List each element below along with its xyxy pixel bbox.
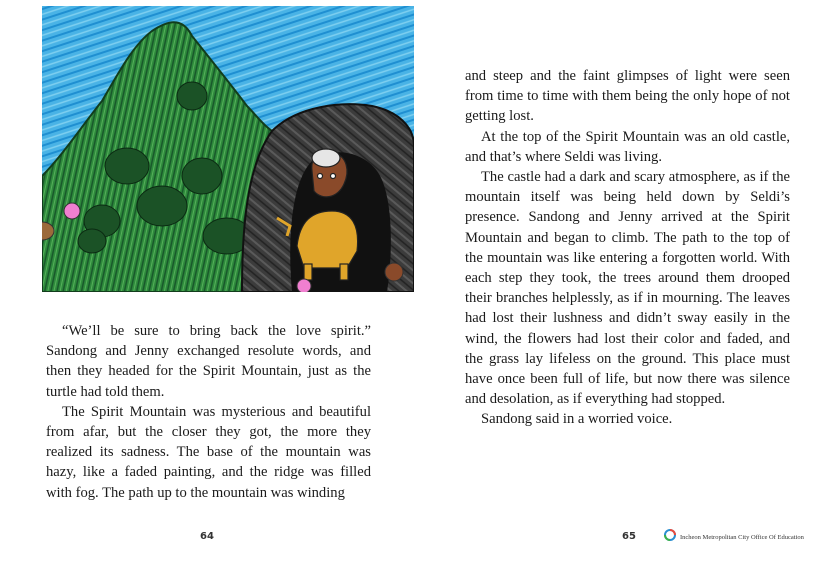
paragraph: Sandong said in a worried voice. (481, 411, 673, 428)
paragraph: and steep and the faint glimpses of light were seen from time to time with them being the only hope of not getting lost. (465, 68, 790, 125)
organization-name: Incheon Metropolitan City Office Of Education (680, 533, 804, 541)
page-number: 64 (200, 531, 214, 542)
left-page-text (46, 321, 371, 503)
paragraph: The castle had a dark and scary atmosphere, as if the mountain itself was being held down by Seldi’s presence. Sandong and Jenny arrived at the Spirit Mountain and began to climb. The path to the top of the mountain was like entering a forgotten world. With each step they took, the trees around them drooped their branches helplessly, as if in mourning. The leaves had lost their lushness and didn’t sway easily in the wind, the flowers had lost their color and faded, and the grass lay lifeless on the ground. This place must have once been full of life, but now there was silence and desolation, as if everything had stopped. (465, 169, 790, 408)
paragraph: The Spirit Mountain was mysterious and beautiful from afar, but the closer they got, the more they realized its sadness. The base of the mountain was hazy, like a faded painting, and the ridge was filled with fog. The path up to the mountain was winding (46, 403, 371, 501)
paragraph: At the top of the Spirit Mountain was an old castle, and that’s where Seldi was living. (465, 128, 790, 165)
organization-logo-icon (664, 528, 676, 546)
paragraph: “We’ll be sure to bring back the love spirit.” Sandong and Jenny exchanged resolute words, and then they headed for the Spirit Mountain, just as the turtle had told them. (46, 323, 371, 400)
story-illustration (42, 6, 414, 292)
right-page (418, 0, 835, 575)
footer-organization (664, 528, 804, 546)
page-number: 65 (622, 531, 636, 542)
right-page-text (465, 66, 790, 430)
